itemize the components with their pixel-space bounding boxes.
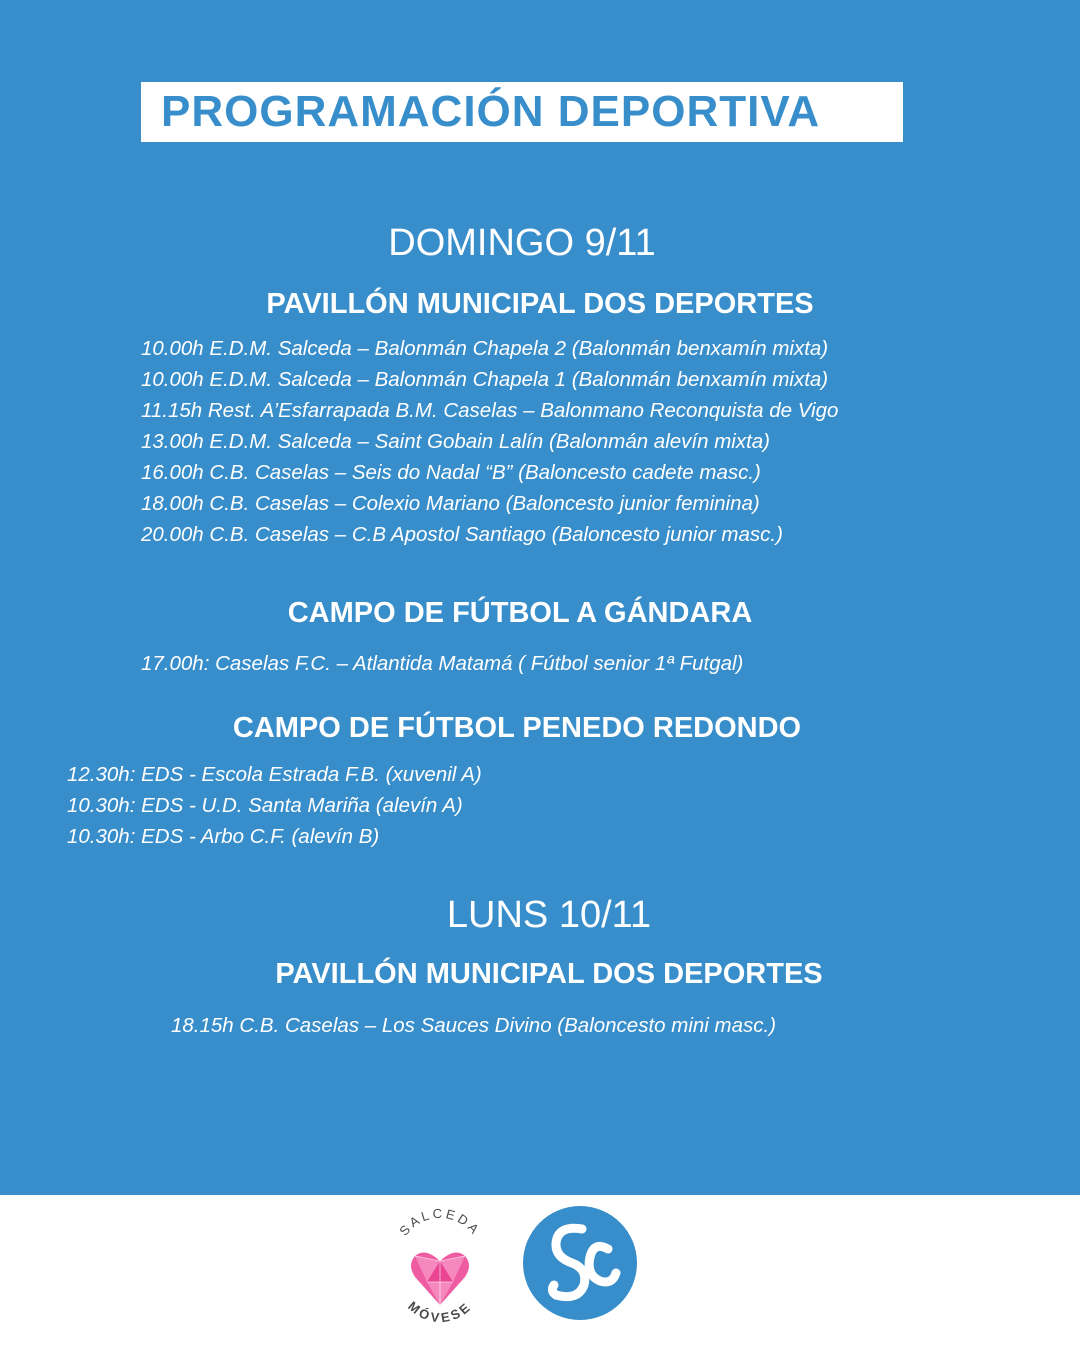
event-list-penedo (67, 759, 482, 852)
day-heading-domingo: DOMINGO 9/11 (388, 222, 656, 264)
event-item: 16.00h C.B. Caselas – Seis do Nadal “B” (Baloncesto cadete masc.) (141, 461, 761, 484)
title-banner (141, 82, 903, 142)
event-item: 10.00h E.D.M. Salceda – Balonmán Chapela 2 (Balonmán benxamín mixta) (141, 337, 829, 360)
heart-icon (411, 1252, 469, 1305)
event-item: 11.15h Rest. A’Esfarrapada B.M. Caselas – Balonmano Reconquista de Vigo (141, 399, 839, 422)
footer-logos (0, 1195, 1080, 1350)
venue-heading-gandara: CAMPO DE FÚTBOL A GÁNDARA (287, 597, 753, 629)
event-item: 12.30h: EDS - Escola Estrada F.B. (xuvenil A) (67, 763, 482, 786)
event-item: 10.30h: EDS - U.D. Santa Mariña (alevín A) (67, 794, 463, 817)
event-item: 10.30h: EDS - Arbo C.F. (alevín B) (67, 825, 380, 848)
event-item: 13.00h E.D.M. Salceda – Saint Gobain Lalín (Balonmán alevín mixta) (141, 430, 771, 453)
event-item: 17.00h: Caselas F.C. – Atlantida Matamá ( Fútbol senior 1ª Futgal) (141, 652, 744, 675)
logo-text-top: SALCEDA (396, 1207, 484, 1239)
event-item: 18.15h C.B. Caselas – Los Sauces Divino (Baloncesto mini masc.) (171, 1014, 777, 1037)
event-item: 10.00h E.D.M. Salceda – Balonmán Chapela 1 (Balonmán benxamín mixta) (141, 368, 829, 391)
svg-text:SALCEDA (396, 1207, 484, 1238)
venue-heading-penedo: CAMPO DE FÚTBOL PENEDO REDONDO (232, 712, 802, 744)
logo-text-bottom: MÓVESE (405, 1298, 475, 1326)
salceda-s-logo (520, 1203, 640, 1323)
event-list-pavillon (141, 333, 838, 550)
day-heading-luns: LUNS 10/11 (446, 894, 652, 936)
page-title: PROGRAMACIÓN DEPORTIVA (161, 87, 821, 136)
venue-heading-pavillon-luns: PAVILLÓN MUNICIPAL DOS DEPORTES (275, 958, 823, 990)
event-list-pavillon-luns (171, 1010, 776, 1041)
event-item: 18.00h C.B. Caselas – Colexio Mariano (Baloncesto junior feminina) (141, 492, 760, 515)
event-list-gandara (141, 648, 743, 679)
salceda-movese-logo (385, 1207, 495, 1337)
venue-heading-pavillon: PAVILLÓN MUNICIPAL DOS DEPORTES (266, 288, 814, 320)
event-item: 20.00h C.B. Caselas – C.B Apostol Santiago (Baloncesto junior masc.) (141, 523, 783, 546)
